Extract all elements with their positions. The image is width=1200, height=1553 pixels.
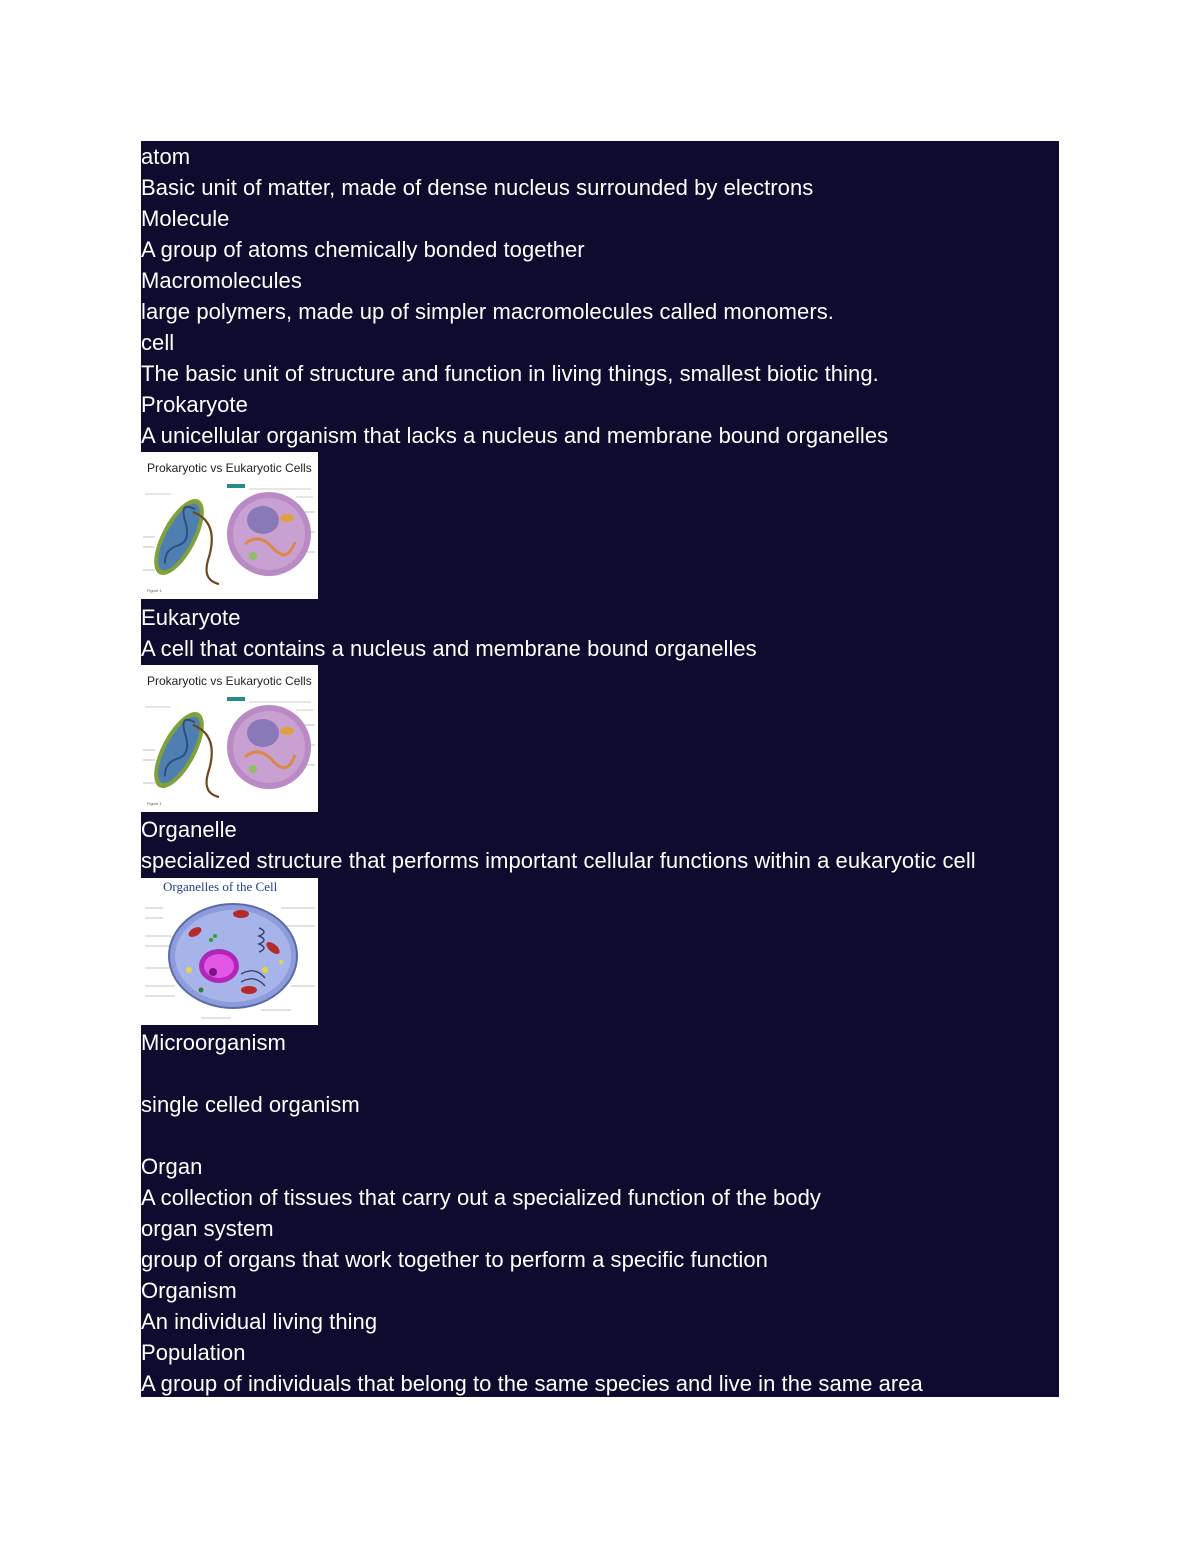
- definition-organism: An individual living thing: [141, 1309, 378, 1334]
- definition-population: A group of individuals that belong to the same species and live in the same area: [141, 1371, 923, 1396]
- definition-organelle: specialized structure that performs important cellular functions within a eukaryotic cell: [141, 848, 976, 873]
- term-molecule: Molecule: [141, 206, 230, 231]
- term-eukaryote: Eukaryote: [141, 605, 241, 630]
- animal-cell-illustration: [141, 878, 318, 1025]
- term-macromolecules: Macromolecules: [141, 268, 302, 293]
- definition-microorganism: single celled organism: [141, 1092, 360, 1117]
- term-organ-system: organ system: [141, 1216, 274, 1241]
- definition-molecule: A group of atoms chemically bonded together: [141, 237, 585, 262]
- eukaryote-figure-caption: Prokaryotic vs Eukaryotic Cells: [147, 674, 312, 688]
- term-population: Population: [141, 1340, 246, 1365]
- definition-prokaryote: A unicellular organism that lacks a nucleus and membrane bound organelles: [141, 423, 889, 448]
- definition-macromolecules: large polymers, made up of simpler macromolecules called monomers.: [141, 299, 834, 324]
- term-microorganism: Microorganism: [141, 1030, 286, 1055]
- prokaryote-figure-caption: Prokaryotic vs Eukaryotic Cells: [147, 461, 312, 475]
- term-cell: cell: [141, 330, 175, 355]
- organelle-figure: [141, 878, 318, 1025]
- definition-organ: A collection of tissues that carry out a specialized function of the body: [141, 1185, 821, 1210]
- svg-text:Figure 1: Figure 1: [147, 588, 162, 593]
- organelle-figure-caption: Organelles of the Cell: [163, 879, 278, 894]
- flashcard-panel: [141, 141, 1059, 1397]
- svg-text:Figure 1: Figure 1: [147, 801, 162, 806]
- definition-atom: Basic unit of matter, made of dense nucleus surrounded by electrons: [141, 175, 814, 200]
- definition-eukaryote: A cell that contains a nucleus and membrane bound organelles: [141, 636, 757, 661]
- definition-organ-system: group of organs that work together to perform a specific function: [141, 1247, 768, 1272]
- term-prokaryote: Prokaryote: [141, 392, 248, 417]
- prokaryote-figure: [141, 452, 318, 599]
- term-organelle: Organelle: [141, 817, 237, 842]
- eukaryote-figure: [141, 665, 318, 812]
- term-organ: Organ: [141, 1154, 203, 1179]
- definition-cell: The basic unit of structure and function in living things, smallest biotic thing.: [141, 361, 879, 386]
- term-atom: atom: [141, 144, 191, 169]
- term-organism: Organism: [141, 1278, 237, 1303]
